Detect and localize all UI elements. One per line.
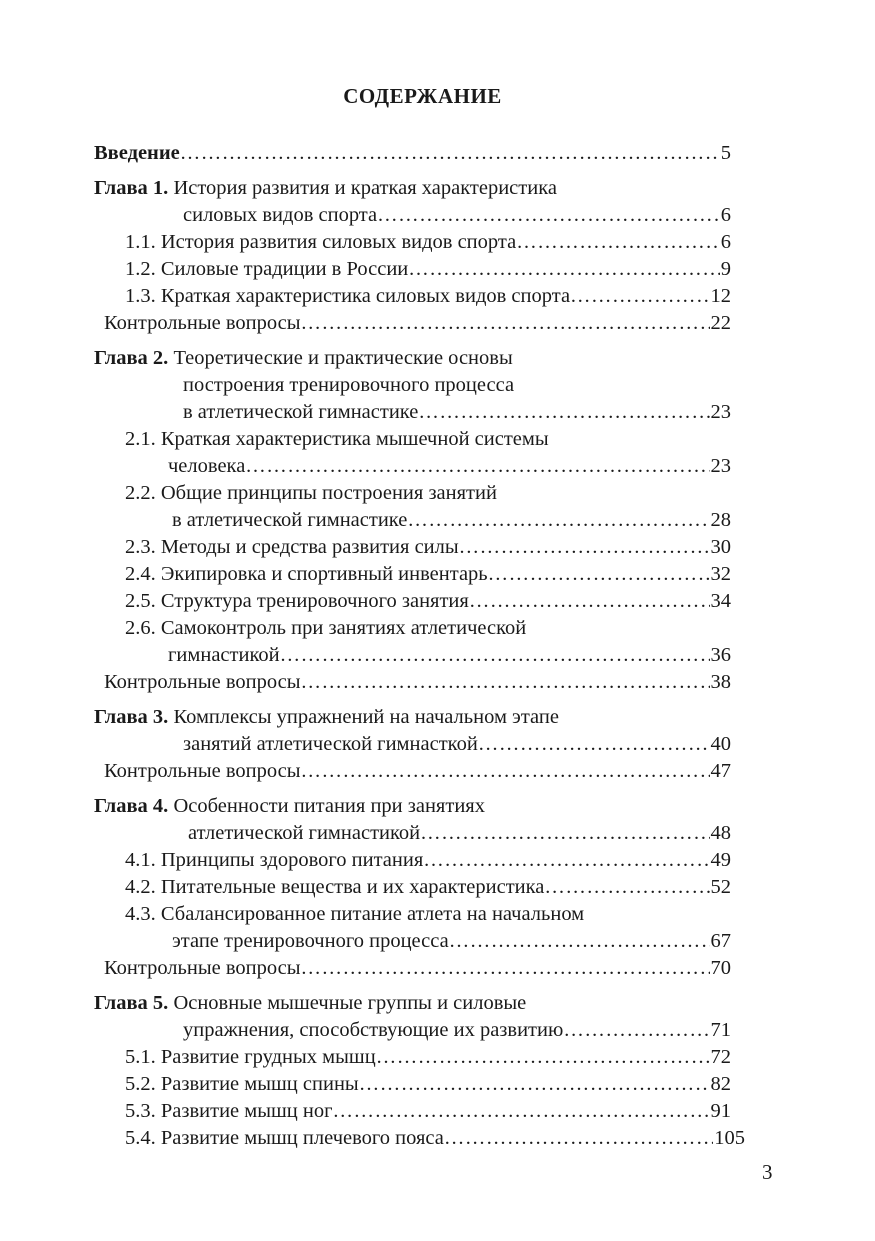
chapter-4-heading[interactable] bbox=[94, 793, 731, 820]
toc-entry-1-3[interactable] bbox=[94, 283, 731, 310]
chapter-2-heading-line-2 bbox=[94, 372, 731, 399]
toc-entry-title: человека bbox=[168, 455, 246, 477]
leader-dots bbox=[449, 928, 710, 955]
toc-entry-title: Общие принципы построения занятий bbox=[160, 482, 497, 504]
toc-entry-title: Контрольные вопросы bbox=[104, 760, 301, 782]
section-number: 4.3. bbox=[125, 903, 156, 925]
page-ref: 40 bbox=[710, 733, 731, 755]
leader-dots bbox=[459, 534, 710, 561]
chapter-title: Теоретические и практические основы bbox=[168, 347, 513, 369]
chapter-label: Глава 3. bbox=[94, 706, 169, 728]
page-ref: 36 bbox=[710, 644, 731, 666]
toc-entry-4-2[interactable] bbox=[94, 874, 731, 901]
leader-dots bbox=[516, 229, 720, 256]
toc-entry-1-1[interactable] bbox=[94, 229, 731, 256]
leader-dots bbox=[563, 1017, 709, 1044]
toc-entry-title: гимнастикой bbox=[168, 644, 280, 666]
leader-dots bbox=[359, 1071, 710, 1098]
toc-entry-chapter-2[interactable] bbox=[94, 399, 731, 426]
toc-entry-2-2[interactable] bbox=[94, 480, 731, 507]
toc-entry-title: в атлетической гимнастике bbox=[183, 401, 419, 423]
section-number: 4.2. bbox=[125, 876, 156, 898]
chapter-2-heading[interactable] bbox=[94, 345, 731, 372]
leader-dots bbox=[418, 399, 709, 426]
toc-entry-title: Развитие мышц плечевого пояса bbox=[160, 1127, 444, 1149]
leader-dots bbox=[444, 1125, 713, 1152]
section-number: 1.1. bbox=[125, 231, 156, 253]
page-ref: 23 bbox=[710, 455, 731, 477]
toc-entry-title: атлетической гимнастикой bbox=[188, 822, 421, 844]
toc-entry-title: в атлетической гимнастике bbox=[172, 509, 408, 531]
toc-entry-title: Методы и средства развития силы bbox=[160, 536, 459, 558]
toc-entry-title: Контрольные вопросы bbox=[104, 312, 301, 334]
toc-entry-5-1[interactable] bbox=[94, 1044, 731, 1071]
toc-entry-title: Контрольные вопросы bbox=[104, 957, 301, 979]
toc-entry-2-3[interactable] bbox=[94, 534, 731, 561]
toc-entry-title: Введение bbox=[94, 142, 180, 164]
page-ref: 6 bbox=[720, 231, 731, 253]
page-ref: 9 bbox=[720, 258, 731, 280]
toc-entry-title: этапе тренировочного процесса bbox=[172, 930, 449, 952]
toc-entry-title: Развитие мышц ног bbox=[160, 1100, 333, 1122]
section-number: 2.6. bbox=[125, 617, 156, 639]
section-number: 2.5. bbox=[125, 590, 156, 612]
leader-dots bbox=[301, 758, 710, 785]
page-ref: 5 bbox=[720, 142, 731, 164]
toc-entry-title: Экипировка и спортивный инвентарь bbox=[160, 563, 488, 585]
toc-entry-title: Питательные вещества и их характеристика bbox=[160, 876, 545, 898]
leader-dots bbox=[407, 507, 709, 534]
leader-dots bbox=[301, 669, 710, 696]
chapter-title: Особенности питания при занятиях bbox=[168, 795, 485, 817]
toc-entry-questions-1[interactable] bbox=[94, 310, 731, 337]
toc-entry-chapter-5[interactable] bbox=[94, 1017, 731, 1044]
toc-entry-title: Структура тренировочного занятия bbox=[160, 590, 469, 612]
page-ref: 38 bbox=[710, 671, 731, 693]
toc-entry-questions-3[interactable] bbox=[94, 758, 731, 785]
leader-dots bbox=[408, 256, 719, 283]
page-ref: 34 bbox=[710, 590, 731, 612]
toc-entry-5-4[interactable] bbox=[94, 1125, 745, 1152]
leader-dots bbox=[478, 731, 710, 758]
section-number: 2.1. bbox=[125, 428, 156, 450]
page-ref: 70 bbox=[710, 957, 731, 979]
leader-dots bbox=[377, 202, 720, 229]
page-ref: 47 bbox=[710, 760, 731, 782]
page-ref: 6 bbox=[720, 204, 731, 226]
toc-entry-chapter-4[interactable] bbox=[94, 820, 731, 847]
page-ref: 28 bbox=[710, 509, 731, 531]
section-number: 5.4. bbox=[125, 1127, 156, 1149]
toc-entry-title: Силовые традиции в России bbox=[160, 258, 409, 280]
leader-dots bbox=[544, 874, 709, 901]
toc-entry-4-3[interactable] bbox=[94, 901, 731, 928]
page-ref: 105 bbox=[714, 1127, 745, 1149]
chapter-label: Глава 5. bbox=[94, 992, 169, 1014]
page-ref: 30 bbox=[710, 536, 731, 558]
leader-dots bbox=[570, 283, 709, 310]
page-ref: 67 bbox=[710, 930, 731, 952]
page-ref: 71 bbox=[710, 1019, 731, 1041]
page-title: СОДЕРЖАНИЕ bbox=[343, 84, 502, 108]
page-ref: 91 bbox=[710, 1100, 731, 1122]
page-number: 3 bbox=[762, 1160, 773, 1184]
page-ref: 32 bbox=[710, 563, 731, 585]
toc-entry-title: Принципы здорового питания bbox=[160, 849, 424, 871]
toc-entry-title: Контрольные вопросы bbox=[104, 671, 301, 693]
toc-entry-2-6-cont[interactable] bbox=[94, 642, 731, 669]
toc-entry-title: Самоконтроль при занятиях атлетической bbox=[160, 617, 527, 639]
toc-entry-2-4[interactable] bbox=[94, 561, 731, 588]
toc-entry-title: Развитие мышц спины bbox=[160, 1073, 359, 1095]
section-number: 2.2. bbox=[125, 482, 156, 504]
page-ref: 52 bbox=[710, 876, 731, 898]
leader-dots bbox=[280, 642, 710, 669]
leader-dots bbox=[488, 561, 710, 588]
chapter-5-heading[interactable] bbox=[94, 990, 731, 1017]
leader-dots bbox=[301, 955, 710, 982]
table-of-contents bbox=[94, 140, 745, 1152]
toc-entry-5-3[interactable] bbox=[94, 1098, 731, 1125]
chapter-1-heading[interactable] bbox=[94, 175, 731, 202]
leader-dots bbox=[420, 820, 709, 847]
section-number: 4.1. bbox=[125, 849, 156, 871]
toc-entry-chapter-3[interactable] bbox=[94, 731, 731, 758]
page-ref: 49 bbox=[710, 849, 731, 871]
page-ref: 82 bbox=[710, 1073, 731, 1095]
toc-entry-2-5[interactable] bbox=[94, 588, 731, 615]
section-number: 2.3. bbox=[125, 536, 156, 558]
toc-entry-title: упражнения, способствующие их развитию bbox=[183, 1019, 564, 1041]
leader-dots bbox=[301, 310, 710, 337]
toc-entry-title: Краткая характеристика силовых видов спорта bbox=[160, 285, 571, 307]
leader-dots bbox=[423, 847, 709, 874]
toc-entry-chapter-1[interactable] bbox=[94, 202, 731, 229]
section-number: 2.4. bbox=[125, 563, 156, 585]
toc-entry-title: Сбалансированное питание атлета на начальном bbox=[160, 903, 585, 925]
chapter-label: Глава 4. bbox=[94, 795, 169, 817]
leader-dots bbox=[376, 1044, 710, 1071]
leader-dots bbox=[333, 1098, 710, 1125]
toc-entry-4-1[interactable] bbox=[94, 847, 731, 874]
toc-entry-questions-4[interactable] bbox=[94, 955, 731, 982]
chapter-title: Комплексы упражнений на начальном этапе bbox=[168, 706, 559, 728]
section-number: 1.3. bbox=[125, 285, 156, 307]
chapter-title: Основные мышечные группы и силовые bbox=[168, 992, 527, 1014]
toc-entry-title: занятий атлетической гимнасткой bbox=[183, 733, 478, 755]
toc-entry-2-1[interactable] bbox=[94, 426, 731, 453]
toc-entry-1-2[interactable] bbox=[94, 256, 731, 283]
toc-entry-title: История развития силовых видов спорта bbox=[160, 231, 517, 253]
section-number: 5.3. bbox=[125, 1100, 156, 1122]
toc-entry-intro[interactable] bbox=[94, 140, 731, 167]
toc-entry-2-1-cont[interactable] bbox=[94, 453, 731, 480]
section-number: 5.2. bbox=[125, 1073, 156, 1095]
section-number: 5.1. bbox=[125, 1046, 156, 1068]
toc-entry-questions-2[interactable] bbox=[94, 669, 731, 696]
toc-entry-title: Краткая характеристика мышечной системы bbox=[160, 428, 549, 450]
leader-dots bbox=[180, 140, 720, 167]
toc-entry-title: Развитие грудных мышц bbox=[160, 1046, 376, 1068]
toc-entry-5-2[interactable] bbox=[94, 1071, 731, 1098]
leader-dots bbox=[469, 588, 710, 615]
page-ref: 72 bbox=[710, 1046, 731, 1068]
chapter-label: Глава 1. bbox=[94, 177, 169, 199]
page-ref: 12 bbox=[710, 285, 731, 307]
toc-entry-2-2-cont[interactable] bbox=[94, 507, 731, 534]
section-number: 1.2. bbox=[125, 258, 156, 280]
chapter-title: построения тренировочного процесса bbox=[183, 374, 515, 396]
chapter-3-heading[interactable] bbox=[94, 704, 731, 731]
leader-dots bbox=[245, 453, 709, 480]
toc-entry-2-6[interactable] bbox=[94, 615, 731, 642]
toc-entry-4-3-cont[interactable] bbox=[94, 928, 731, 955]
chapter-title: История развития и краткая характеристика bbox=[168, 177, 557, 199]
page-ref: 48 bbox=[710, 822, 731, 844]
toc-entry-title: силовых видов спорта bbox=[183, 204, 378, 226]
chapter-label: Глава 2. bbox=[94, 347, 169, 369]
page-ref: 23 bbox=[710, 401, 731, 423]
page-ref: 22 bbox=[710, 312, 731, 334]
